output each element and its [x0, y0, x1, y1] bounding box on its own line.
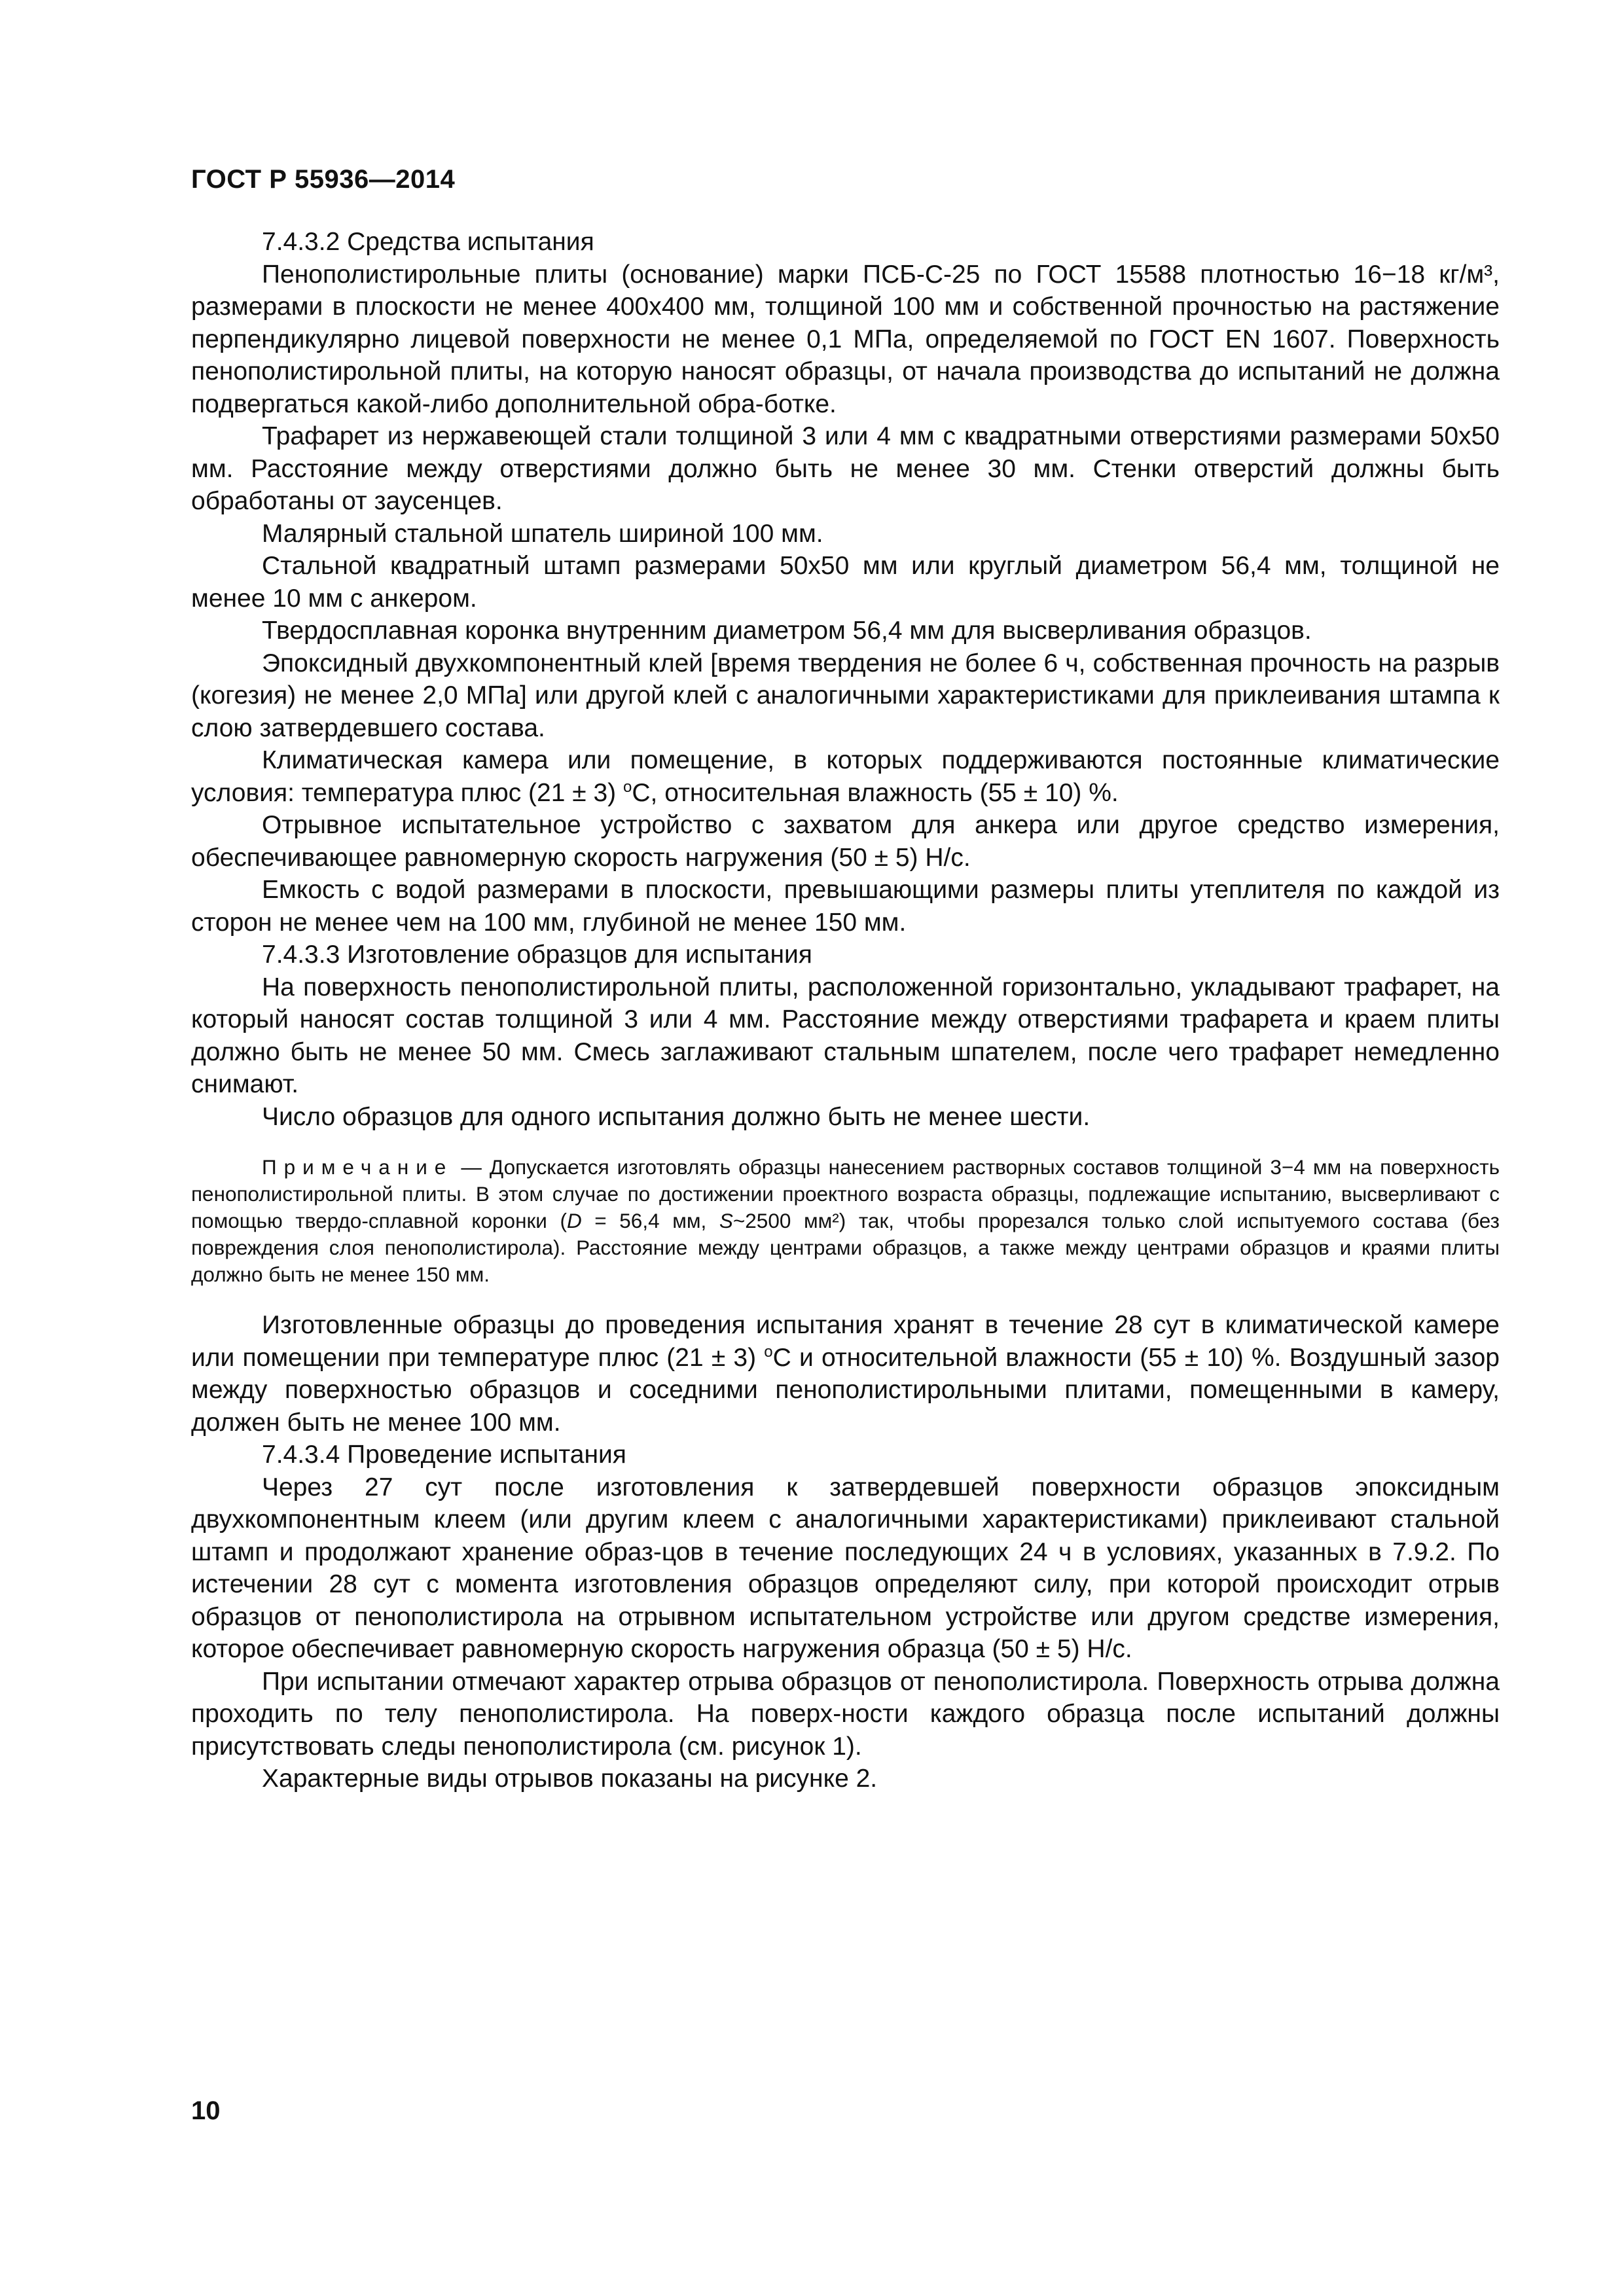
- paragraph: Емкость с водой размерами в плоскости, превышающими размеры плиты утеплителя по каждой из сторон не менее чем на 100 мм, глубиной не менее 150 мм.: [191, 876, 1500, 937]
- note-symbol-s: S: [719, 1209, 733, 1232]
- section-heading: 7.4.3.4 Проведение испытания: [262, 1441, 626, 1469]
- paragraph: Твердосплавная коронка внутренним диаметром 56,4 мм для высверливания образцов.: [262, 617, 1312, 645]
- degree-symbol: o: [764, 1342, 773, 1361]
- section-heading: 7.4.3.3 Изготовление образцов для испытания: [262, 941, 812, 969]
- paragraph: [191, 744, 1500, 809]
- paragraph-text: Климатическая камера или помещение, в которых поддерживаются постоянные климатические условия: температура плюс (21 ± 3): [191, 746, 1500, 807]
- paragraph: На поверхность пенополистирольной плиты, расположенной горизонтально, укладывают трафарет, на который наносят состав толщиной 3 или 4 мм. Расстояние между отверстиями трафарета и краем плиты должно быть не менее 50 мм. Смесь заглаживают стальным шпателем, после чего трафарет немедленно снимают.: [191, 973, 1500, 1098]
- paragraph: Стальной квадратный штамп размерами 50х50 мм или круглый диаметром 56,4 мм, толщиной не менее 10 мм с анкером.: [191, 552, 1500, 613]
- paragraph: [191, 1309, 1500, 1439]
- paragraph: Малярный стальной шпатель шириной 100 мм.: [262, 519, 823, 548]
- paragraph: Пенополистирольные плиты (основание) марки ПСБ-С-25 по ГОСТ 15588 плотностью 16−18 кг/м³, размерами в плоскости не менее 400х400 мм, толщиной 100 мм и собственной прочностью на растяжение перпендикулярно лицевой поверхности не менее 0,1 МПа, определяемой по ГОСТ EN 1607. Поверхность пенополистирольной плиты, на которую наносят образцы, от начала производства до испытаний не должна подвергаться какой-либо дополнительной обра-ботке.: [191, 260, 1500, 418]
- paragraph: Через 27 сут после изготовления к затвердевшей поверхности образцов эпоксидным двухкомпонентным клеем (или другим клеем с аналогичными характеристиками) приклеивают стальной штамп и продолжают хранение образ-цов в течение последующих 24 ч в условиях, указанных в 7.9.2. По истечении 28 сут с момента изготовления образцов определяют силу, при которой происходит отрыв образцов от пенополистирола на отрывном испытательном устройстве или другом средстве измерения, которое обеспечивает равномерную скорость нагружения образца (50 ± 5) Н/с.: [191, 1473, 1500, 1663]
- note-text: = 56,4 мм,: [581, 1209, 719, 1232]
- paragraph: Трафарет из нержавеющей стали толщиной 3 или 4 мм с квадратными отверстиями размерами 50х50 мм. Расстояние между отверстиями должно быть не менее 30 мм. Стенки отверстий должны быть обработаны от заусенцев.: [191, 422, 1500, 515]
- document-header: ГОСТ Р 55936—2014: [191, 165, 456, 194]
- paragraph: Число образцов для одного испытания должно быть не менее шести.: [262, 1102, 1091, 1131]
- paragraph-text: С, относительная влажность (55 ± 10) %.: [632, 778, 1119, 807]
- note-symbol-d: D: [566, 1209, 582, 1232]
- paragraph: При испытании отмечают характер отрыва образцов от пенополистирола. Поверхность отрыва должна проходить по телу пенополистирола. На поверх-ности каждого образца после испытаний должны присутствовать следы пенополистирола (см. рисунок 1).: [191, 1667, 1500, 1761]
- note-text: ~2500 мм²) так, чтобы прорезался только слой испытуемого состава (без повреждения слоя пенополистирола). Расстояние между центрами образцов, а также между центрами образцов и краями плиты должно быть не менее 150 мм.: [191, 1209, 1500, 1286]
- paragraph: Эпоксидный двухкомпонентный клей [время твердения не более 6 ч, собственная прочность на разрыв (когезия) не менее 2,0 МПа] или другой клей с аналогичными характеристиками для приклеивания штампа к слою затвердевшего состава.: [191, 649, 1500, 742]
- paragraph-text: С и относительной влажности (55 ± 10) %. Воздушный зазор между поверхностью образцов и соседними пенополистирольными плитами, помещенными в камеру, должен быть не менее 100 мм.: [191, 1343, 1500, 1437]
- note-label: Примечание: [262, 1155, 454, 1179]
- paragraph: Характерные виды отрывов показаны на рисунке 2.: [262, 1765, 878, 1793]
- page-number: 10: [191, 2096, 221, 2125]
- paragraph-text: Изготовленные образцы до проведения испытания хранят в течение 28 сут в климатической камере или помещении при температуре плюс (21 ± 3): [191, 1311, 1500, 1372]
- paragraph: Отрывное испытательное устройство с захватом для анкера или другое средство измерения, обеспечивающее равномерную скорость нагружения (50 ± 5) Н/с.: [191, 811, 1500, 872]
- document-body: [191, 226, 1500, 1795]
- section-heading: 7.4.3.2 Средства испытания: [262, 228, 594, 256]
- note: [191, 1154, 1500, 1288]
- degree-symbol: o: [623, 778, 632, 796]
- note-text: — Допускается изготовлять образцы нанесением растворных составов толщиной 3−4 мм на поверхность пенополистирольной плиты. В этом случае по достижении проектного возраста образцы, подлежащие испытанию, высверливают с помощью твердо-сплавной коронки (: [191, 1155, 1500, 1232]
